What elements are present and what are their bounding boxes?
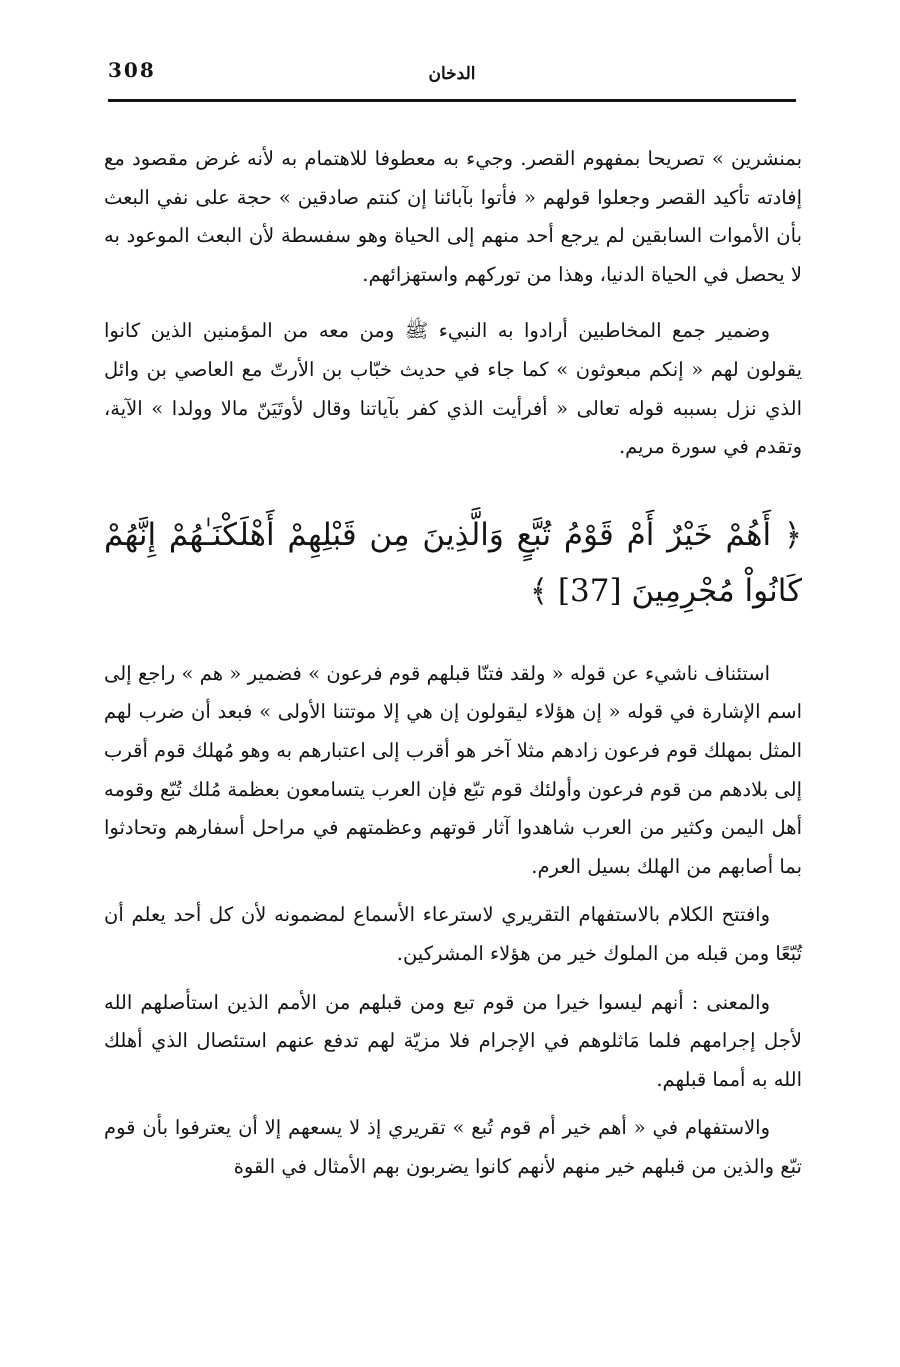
surah-title: الدخان: [428, 64, 476, 84]
page-body: [104, 140, 802, 1186]
quran-verse: ﴿ أَهُمْ خَيْرٌ أَمْ قَوْمُ تُبَّعٍ وَالَّذِينَ مِن قَبْلِهِمْ أَهْلَكْنَـٰهُمْ إِنَّهُمْ كَانُواْ مُجْرِمِينَ [37] ﴾: [104, 516, 802, 609]
page-header: [108, 52, 796, 96]
paragraph-2: وضمير جمع المخاطبين أرادوا به النبيء ﷺ ومن معه من المؤمنين الذين كانوا يقولون لهم « إنكم مبعوثون » كما جاء في حديث خبّاب بن الأرتّ مع العاصي بن وائل الذي نزل بسببه قوله تعالى « أفرأيت الذي كفر بآياتنا وقال لأوتَيَنّ مالا وولدا » الآية، وتقدم في سورة مريم.: [104, 319, 802, 459]
page-number: 308: [108, 58, 156, 82]
paragraph-6: والاستفهام في « أهم خير أم قوم تُبع » تقريري إذ لا يسعهم إلا أن يعترفوا بأن قوم تبّع والذين من قبلهم خير منهم لأنهم كانوا يضربون بهم الأمثال في القوة: [104, 1116, 802, 1178]
paragraph-1: بمنشرين » تصريحا بمفهوم القصر. وجيء به معطوفا للاهتمام به لأنه غرض مقصود مع إفادته تأكيد القصر وجعلوا قولهم « فأتوا بآبائنا إن كنتم صادقين » حجة على نفي البعث بأن الأموات السابقين لم يرجع أحد منهم إلى الحياة وهو سفسطة لأن البعث الموعود به لا يحصل في الحياة الدنيا، وهذا من توركهم واستهزائهم.: [104, 147, 802, 286]
paragraph-3: استئناف ناشيء عن قوله « ولقد فتنّا قبلهم قوم فرعون » فضمير « هم » راجع إلى اسم الإشارة في قوله « إن هؤلاء ليقولون إن هي إلا موتتنا الأولى » فبعد أن ضرب لهم المثل بمهلك قوم فرعون زادهم مثلا آخر هو أقرب إلى اعتبارهم به وهو مُهلك قوم أقرب إلى بلادهم من قوم فرعون وأولئك قوم تبّع فإن العرب يتسامعون بعظمة مُلك تُبّع وقومه أهل اليمن وكثير من العرب شاهدوا آثار قوتهم وعظمتهم في مراحل أسفارهم وتحادثوا بما أصابهم من الهلك بسيل العرم.: [104, 661, 802, 878]
header-rule: [108, 99, 796, 102]
paragraph-5: والمعنى : أنهم ليسوا خيرا من قوم تبع ومن قبلهم من الأمم الذين استأصلهم الله لأجل إجرامهم فلما مَاثلوهم في الإجرام فلا مزيّة لهم تدفع عنهم استئصال الذي أهلك الله به أمما قبلهم.: [104, 990, 802, 1091]
paragraph-4: وافتتح الكلام بالاستفهام التقريري لاسترعاء الأسماع لمضمونه لأن كل أحد يعلم أن تُبّعًا ومن قبله من الملوك خير من هؤلاء المشركين.: [104, 903, 802, 965]
